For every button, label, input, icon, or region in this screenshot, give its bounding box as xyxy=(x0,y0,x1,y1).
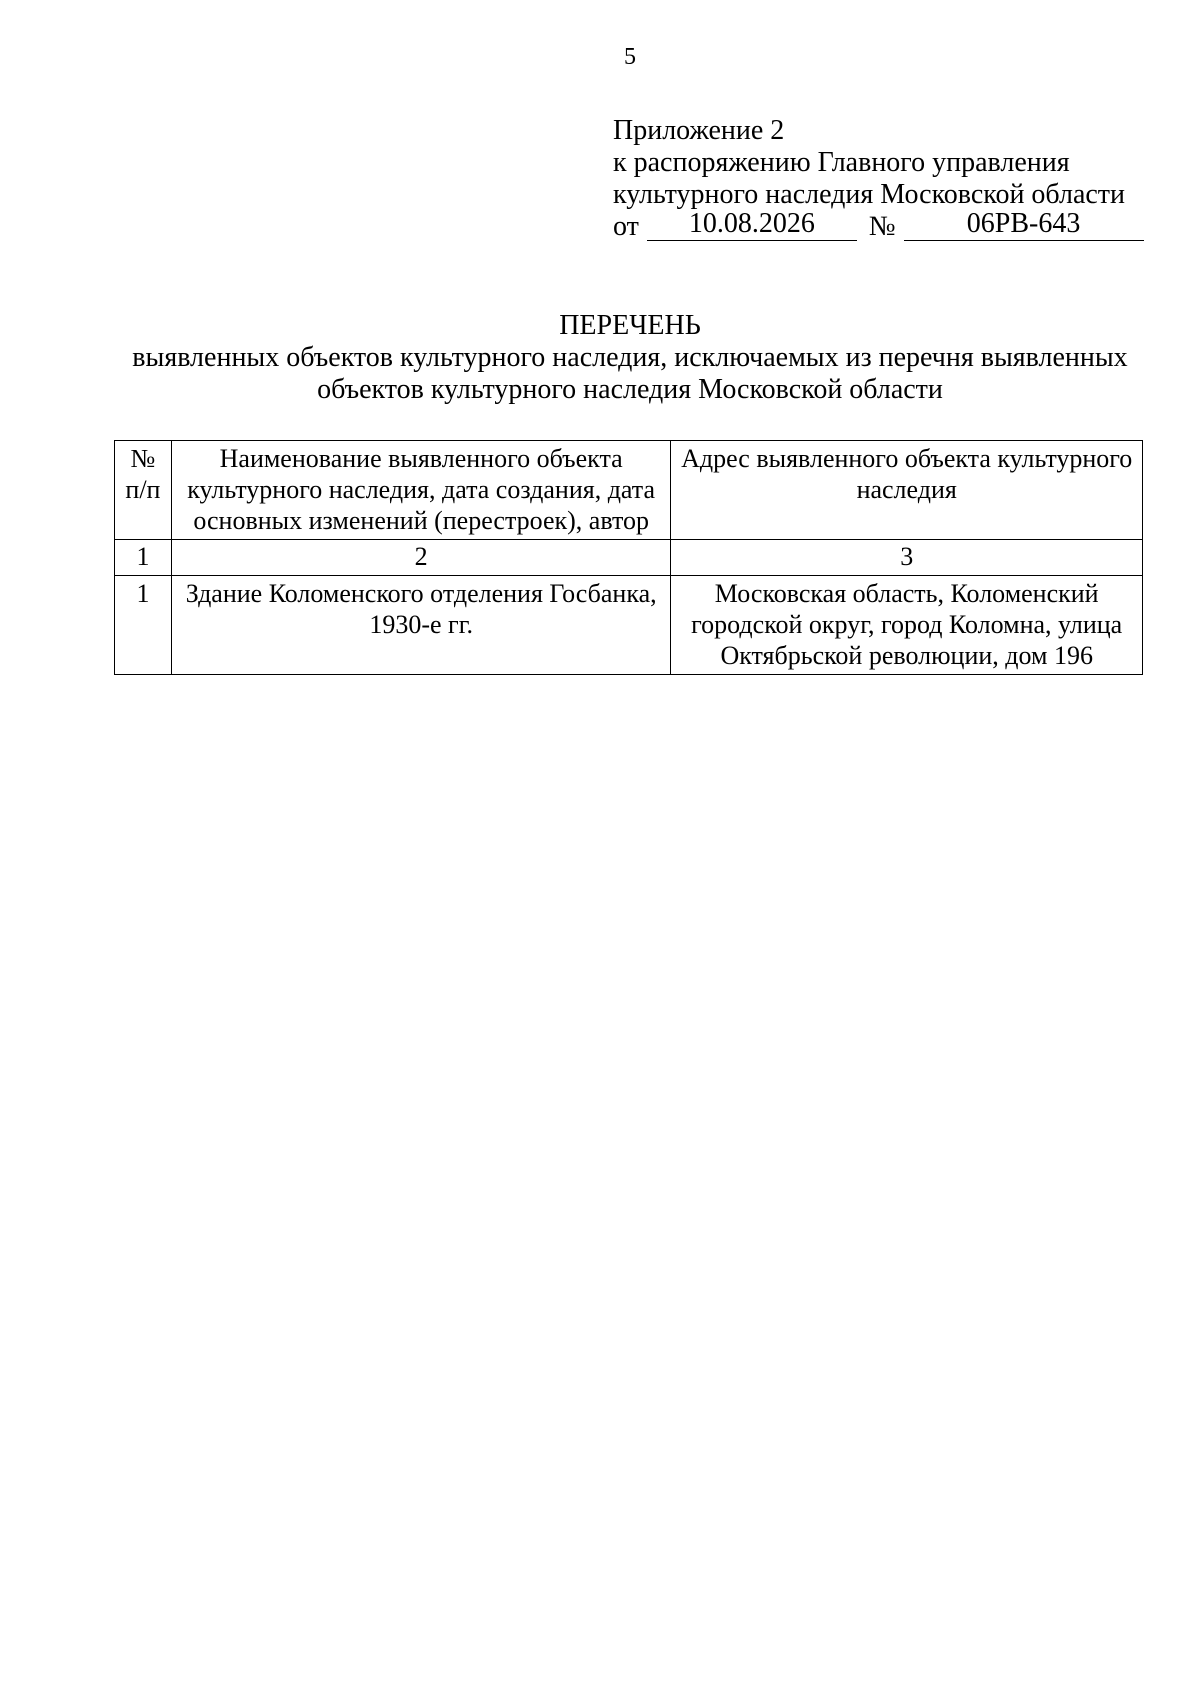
appendix-block xyxy=(613,115,1144,243)
row-object-name: Здание Коломенского отделения Госбанка, 1930-е гг. xyxy=(171,576,671,675)
row-object-address: Московская область, Коломенский городской округ, город Коломна, улица Октябрьской революции, дом 196 xyxy=(671,576,1143,675)
number-prefix: № xyxy=(868,211,896,242)
appendix-title: Приложение 2 xyxy=(613,115,785,146)
column-index-3: 3 xyxy=(671,540,1143,576)
table-header-row xyxy=(115,441,1143,540)
column-index-2: 2 xyxy=(171,540,671,576)
heritage-objects-table xyxy=(114,440,1143,675)
header-number: № п/п xyxy=(115,441,172,540)
date-prefix: от xyxy=(613,211,639,242)
header-object-address: Адрес выявленного объекта культурного наследия xyxy=(671,441,1143,540)
document-heading: ПЕРЕЧЕНЬ xyxy=(559,310,701,341)
table-column-index-row xyxy=(115,540,1143,576)
appendix-authority-line: культурного наследия Московской области xyxy=(613,179,1126,210)
header-object-name: Наименование выявленного объекта культурного наследия, дата создания, дата основных изменений (перестроек), автор xyxy=(171,441,671,540)
table-row xyxy=(115,576,1143,675)
document-title-block xyxy=(0,310,1200,406)
appendix-reference-line: к распоряжению Главного управления xyxy=(613,147,1070,178)
order-date: 10.08.2026 xyxy=(647,210,857,241)
order-number: 06РВ-643 xyxy=(904,210,1144,241)
column-index-1: 1 xyxy=(115,540,172,576)
row-number: 1 xyxy=(115,576,172,675)
page-number: 5 xyxy=(624,44,636,70)
appendix-date-number-row xyxy=(613,208,1144,243)
document-subtitle: выявленных объектов культурного наследия, исключаемых из перечня выявленных объектов культурного наследия Московской области xyxy=(132,342,1128,405)
